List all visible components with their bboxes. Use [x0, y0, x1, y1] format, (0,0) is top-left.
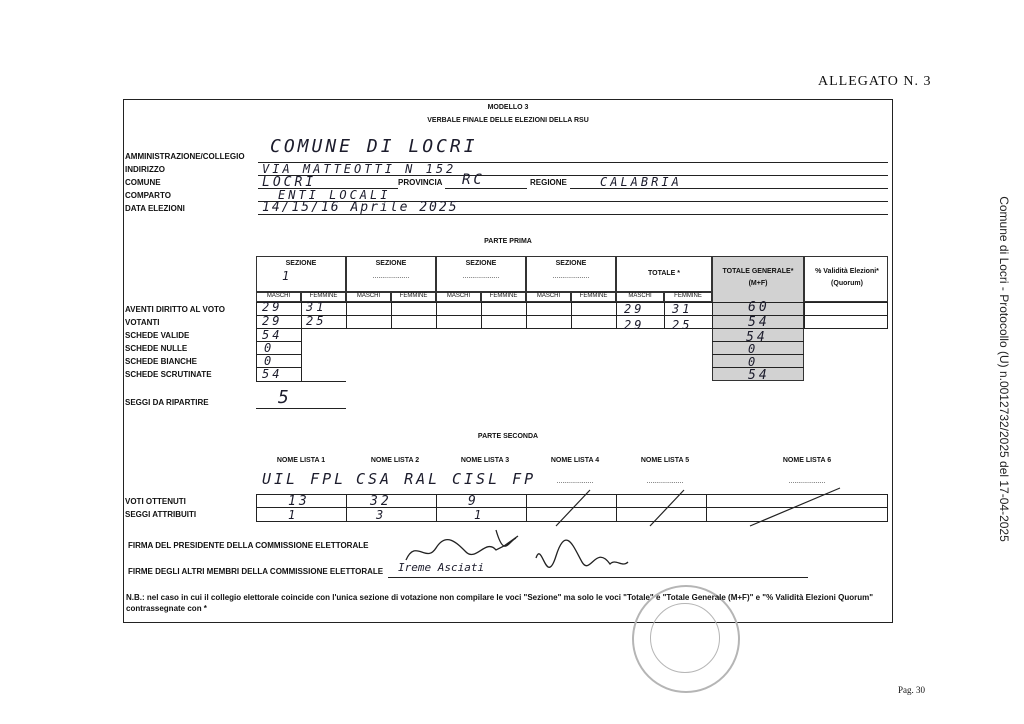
data-elezioni-label: DATA ELEZIONI	[125, 204, 185, 213]
lista-3-label: NOME LISTA 3	[460, 457, 510, 464]
bianche-value: 0	[264, 354, 275, 368]
seggi-ripartire-line	[256, 408, 346, 409]
lista-3-voti: 9	[468, 494, 479, 509]
aventi-totale-generale: 60	[748, 300, 770, 315]
mf-maschi-3: MASCHI	[436, 292, 481, 302]
lista-6-dots: ...................	[788, 478, 826, 485]
indirizzo-value: VIA MATTEOTTI N 152	[262, 162, 457, 176]
seggi-ripartire-label: SEGGI DA RIPARTIRE	[125, 398, 209, 407]
sezione-1-label: SEZIONE	[285, 260, 317, 267]
lista-2-voti: 32	[370, 494, 392, 509]
votanti-maschi: 29	[262, 314, 283, 328]
lista-5-label: NOME LISTA 5	[640, 457, 690, 464]
mf-femmine-2: FEMMINE	[391, 292, 436, 302]
mf-maschi-1: MASCHI	[256, 292, 301, 302]
signature-graphics	[396, 518, 636, 598]
scrutinate-totale-generale: 54	[748, 368, 770, 383]
votanti-totale-femmine: 25	[672, 318, 693, 332]
bianche-totale-generale: 0	[748, 355, 759, 369]
nulle-value: 0	[264, 341, 275, 355]
regione-label: REGIONE	[530, 178, 567, 187]
data-grid	[256, 302, 888, 328]
data-value: 14/15/16 Aprile 2025	[262, 200, 459, 215]
mf-maschi-4: MASCHI	[526, 292, 571, 302]
seggi-attribuiti-label: SEGGI ATTRIBUITI	[125, 510, 197, 519]
amministrazione-label: AMMINISTRAZIONE/COLLEGIO	[125, 152, 245, 161]
totale-label: TOTALE *	[647, 270, 681, 277]
lista-4-dots: ...................	[556, 478, 594, 485]
comparto-label: COMPARTO	[125, 191, 171, 200]
lista-1-name: UIL FPL	[262, 470, 347, 488]
provincia-label: PROVINCIA	[398, 178, 443, 187]
mf-femmine-4: FEMMINE	[571, 292, 616, 302]
sezione-1-value: 1	[282, 269, 293, 283]
regione-value: CALABRIA	[600, 175, 682, 189]
comune-label: COMUNE	[125, 178, 161, 187]
verbale-title: VERBALE FINALE DELLE ELEZIONI DELLA RSU	[427, 117, 589, 124]
row-label-votanti: VOTANTI	[125, 318, 160, 327]
valide-value: 54	[262, 328, 283, 342]
model-title: MODELLO 3	[487, 104, 529, 111]
allegato-label: ALLEGATO N. 3	[818, 74, 932, 89]
firma-presidente-label: FIRMA DEL PRESIDENTE DELLA COMMISSIONE ELETTORALE	[128, 541, 369, 550]
firme-membri-label: FIRME DEGLI ALTRI MEMBRI DELLA COMMISSIONE ELETTORALE	[128, 567, 384, 576]
aventi-femmine: 31	[306, 300, 327, 314]
lista-3-seggi: 1	[474, 508, 485, 522]
aventi-totale-femmine: 31	[672, 302, 693, 316]
nulle-totale-generale: 0	[748, 342, 759, 356]
comune-value: LOCRI	[262, 175, 317, 190]
sezione-4-label: SEZIONE	[555, 260, 587, 267]
amministrazione-value: COMUNE DI LOCRI	[270, 136, 478, 157]
lista-2-label: NOME LISTA 2	[370, 457, 420, 464]
lista-3-name: CISL FP	[452, 470, 537, 488]
seggi-ripartire-value: 5	[278, 387, 292, 408]
mf-maschi-tot: MASCHI	[616, 292, 664, 302]
page-number: Pag. 30	[898, 685, 925, 695]
provincia-value: RC	[462, 172, 485, 188]
scrutinate-value: 54	[262, 367, 283, 381]
row-label-scrutinate: SCHEDE SCRUTINATE	[125, 370, 212, 379]
sezione-3-dots: ...................	[462, 273, 500, 280]
mf-femmine-tot: FEMMINE	[664, 292, 712, 302]
voti-ottenuti-label: VOTI OTTENUTI	[125, 497, 186, 506]
valide-totale-generale: 54	[746, 330, 768, 345]
row-label-nulle: SCHEDE NULLE	[125, 344, 188, 353]
totale-generale-label: TOTALE GENERALE* (M+F)	[722, 268, 794, 287]
row-label-aventi: AVENTI DIRITTO AL VOTO	[125, 305, 226, 314]
mf-maschi-2: MASCHI	[346, 292, 391, 302]
lista-6-label: NOME LISTA 6	[782, 457, 832, 464]
sezione-4-dots: ...................	[552, 273, 590, 280]
row-label-valide: SCHEDE VALIDE	[125, 331, 190, 340]
sezione-3-label: SEZIONE	[465, 260, 497, 267]
nota-bene: N.B.: nel caso in cui il collegio elettorale coincide con l'unica sezione di votazione non compilare le voci "Sezione" ma solo le voci "Totale" e "Totale Generale (M+F)" e "% Validità Elezioni Quorum" contrassegnate con *	[126, 593, 874, 613]
lower-grid	[256, 328, 804, 381]
votanti-totale-maschi: 29	[624, 318, 645, 332]
protocol-side-text: Comune di Locri - Protocollo (U) n.0012732/2025 del 17-04-2025	[997, 196, 1011, 542]
indirizzo-label: INDIRIZZO	[125, 165, 165, 174]
aventi-maschi: 29	[262, 300, 283, 314]
lista-2-seggi: 3	[376, 508, 387, 522]
sezione-2-label: SEZIONE	[375, 260, 407, 267]
lista-1-seggi: 1	[288, 508, 299, 522]
aventi-totale-maschi: 29	[624, 302, 645, 316]
lista-4-label: NOME LISTA 4	[550, 457, 600, 464]
parte-prima-title: PARTE PRIMA	[484, 238, 532, 245]
mf-femmine-3: FEMMINE	[481, 292, 526, 302]
sezione-2-dots: ...................	[372, 273, 410, 280]
votanti-femmine: 25	[306, 314, 327, 328]
lista-1-voti: 13	[288, 494, 310, 509]
validita-label: % Validità Elezioni* (Quorum)	[815, 268, 879, 287]
lista-2-name: CSA RAL	[356, 470, 441, 488]
votanti-totale-generale: 54	[748, 315, 770, 330]
provincia-line	[445, 188, 527, 189]
parte-seconda-title: PARTE SECONDA	[477, 433, 539, 440]
mf-femmine-1: FEMMINE	[301, 292, 346, 302]
lista-5-dots: ...................	[646, 478, 684, 485]
comparto-value: ENTI LOCALI	[278, 188, 391, 202]
membro-signature: Ireme Asciati	[398, 561, 485, 574]
lista-1-label: NOME LISTA 1	[276, 457, 326, 464]
row-label-bianche: SCHEDE BIANCHE	[125, 357, 198, 366]
